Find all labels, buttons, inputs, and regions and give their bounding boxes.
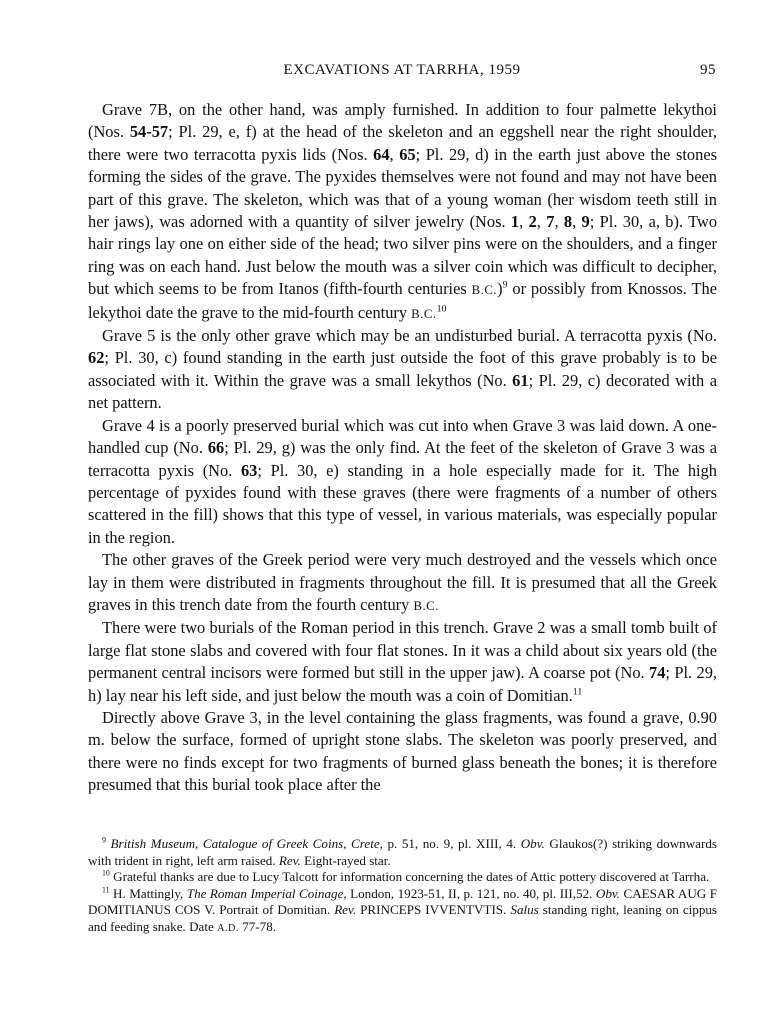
text-run: , — [389, 144, 400, 164]
footnote-ref: 9 — [102, 835, 106, 845]
small-caps-text: A.D. — [217, 922, 239, 934]
bold-ref: 62 — [88, 348, 105, 368]
small-caps-text: B.C. — [413, 598, 439, 613]
bold-ref: 2 — [528, 212, 537, 232]
paragraph — [88, 617, 717, 707]
bold-ref: 64 — [373, 144, 390, 164]
italic-text: Rev. — [278, 852, 301, 868]
text-run: ) — [497, 279, 503, 299]
footnote-ref: 10 — [102, 868, 110, 878]
footnote-ref: 11 — [572, 686, 583, 698]
text-run: , — [536, 212, 547, 232]
text-run: There were two burials of the Roman period in this trench. Grave 2 was a small tomb built of large flat stone slabs and covered with four flat stones. In it was a child about six years old (the permanent central incisors were formed but still in the upper jaw). A coarse pot (No. — [88, 618, 717, 683]
paragraph — [88, 415, 717, 549]
small-caps-text: B.C. — [411, 306, 437, 321]
bold-ref: 65 — [399, 144, 416, 164]
italic-text: The Roman Imperial Coinage — [186, 885, 344, 901]
bold-ref: 63 — [240, 460, 258, 480]
page-number: 95 — [700, 62, 716, 78]
bold-ref: 54-57 — [129, 122, 169, 142]
footnote — [88, 869, 717, 886]
text-run: ; Pl. 29, c) decorated with a net pattern. — [88, 370, 717, 413]
text-run: The other graves of the Greek period were very much destroyed and the vessels which once lay in them were distributed in fragments throughout the fill. It is presumed that all the Greek graves in this trench date from the fourth century — [88, 550, 717, 614]
page-header — [88, 62, 716, 84]
body-text — [88, 99, 717, 797]
italic-text: Obv. — [520, 836, 545, 851]
bold-ref: 9 — [581, 212, 590, 232]
footnote-ref: 11 — [102, 885, 110, 895]
small-caps-text: B.C. — [471, 283, 498, 298]
text-run: ; Pl. 30, c) found standing in the earth just outside the foot of this grave probably is to be associated with it. Within the grave was a small lekythos (No. — [88, 348, 717, 390]
italic-text: British Museum, Catalogue of Greek Coins, Crete — [105, 836, 380, 851]
footnotes — [88, 836, 717, 938]
footnote-ref: 10 — [436, 303, 447, 315]
bold-ref: 8 — [563, 212, 573, 232]
running-title: EXCAVATIONS AT TARRHA, 1959 — [283, 62, 521, 78]
text-run: ; Pl. 29, g) was the only find. At the feet of the skeleton of Grave 3 was a terracotta pyxis (No. — [88, 438, 717, 480]
text-run: , — [519, 212, 529, 232]
paragraph — [88, 549, 717, 617]
text-run: PRINCEPS IVVENTVTIS. — [356, 902, 511, 918]
text-run: 77-78. — [238, 918, 277, 934]
text-run: , — [572, 212, 582, 232]
text-run: Grave 5 is the only other grave which may be an undisturbed burial. A terracotta pyxis (No. — [102, 326, 717, 346]
bold-ref: 66 — [207, 438, 225, 458]
text-run: , London, 1923-51, II, p. 121, no. 40, pl. III,52. — [343, 885, 596, 901]
italic-text: Salus — [510, 902, 539, 918]
text-run: , p. 51, no. 9, pl. XIII, 4. — [379, 836, 521, 851]
paragraph — [88, 707, 717, 797]
italic-text: Obv. — [595, 885, 621, 901]
text-run: , — [554, 212, 564, 232]
text-run: ; Pl. 29, e, f) at the head of the skeleton and an eggshell near the right shoulder, there were two terracotta pyxis lids (Nos. — [88, 122, 717, 164]
text-run: ; Pl. 30, e) standing in a hole especially made for it. The high percentage of pyxides found with these graves (there were fragments of a number of others scattered in the fill) shows that this type of vessel, in various materials, was especially popular in the region. — [88, 460, 717, 547]
bold-ref: 61 — [512, 370, 529, 390]
text-run: ; Pl. 29, h) lay near his left side, and just below the mouth was a coin of Domitian. — [88, 663, 717, 705]
text-run: ; Pl. 29, d) in the earth just above the stones forming the sides of the grave. The pyxides themselves were not found and may not have been part of this grave. The skeleton, which was that of a young woman (her wisdom teeth still in her jaws), was adorned with a quantity of silver jewelry (Nos. — [88, 144, 717, 232]
text-run: Grateful thanks are due to Lucy Talcott for information concerning the dates of Attic pottery discovered at Tarrha. — [109, 869, 710, 885]
paragraph — [88, 99, 717, 325]
footnote — [88, 886, 717, 938]
text-run: ; Pl. 30, a, b). Two hair rings lay one on either side of the head; two silver pins were on the shoulders, and a finger ring was on each hand. Just below the mouth was a silver coin which was difficult to decipher, but which seems to be from Itanos (fifth-fourth centuries — [88, 212, 718, 299]
text-run: CAESAR AUG F DOMITIANUS COS V. Portrait of Domitian. — [88, 885, 717, 918]
paragraph — [88, 325, 717, 415]
text-run: Grave 7B, on the other hand, was amply furnished. In addition to four palmette lekythoi (Nos. — [88, 100, 717, 142]
text-run: Directly above Grave 3, in the level containing the glass fragments, was found a grave, 0.90 m. below the surface, formed of upright stone slabs. The skeleton was poorly preserved, and there were no finds except for two fragments of burned glass beneath the bones; it is therefore presumed that this burial took place after the — [88, 707, 717, 795]
text-run: H. Mattingly, — [109, 885, 187, 901]
italic-text: Rev. — [334, 902, 357, 918]
text-run: Glaukos(?) striking downwards with trident in right, left arm raised. — [88, 836, 717, 868]
text-run: Grave 4 is a poorly preserved burial which was cut into when Grave 3 was laid down. A one-handled cup (No. — [88, 415, 717, 458]
text-run: standing right, leaning on cippus and feeding snake. Date — [88, 902, 718, 934]
footnote-ref: 9 — [502, 279, 508, 291]
text-run: Eight-rayed star. — [300, 852, 391, 868]
bold-ref: 7 — [546, 212, 555, 232]
footnote — [88, 836, 717, 869]
bold-ref: 74 — [649, 663, 666, 683]
text-run: or possibly from Knossos. The lekythoi date the grave to the mid-fourth century — [88, 279, 717, 322]
bold-ref: 1 — [510, 212, 520, 232]
